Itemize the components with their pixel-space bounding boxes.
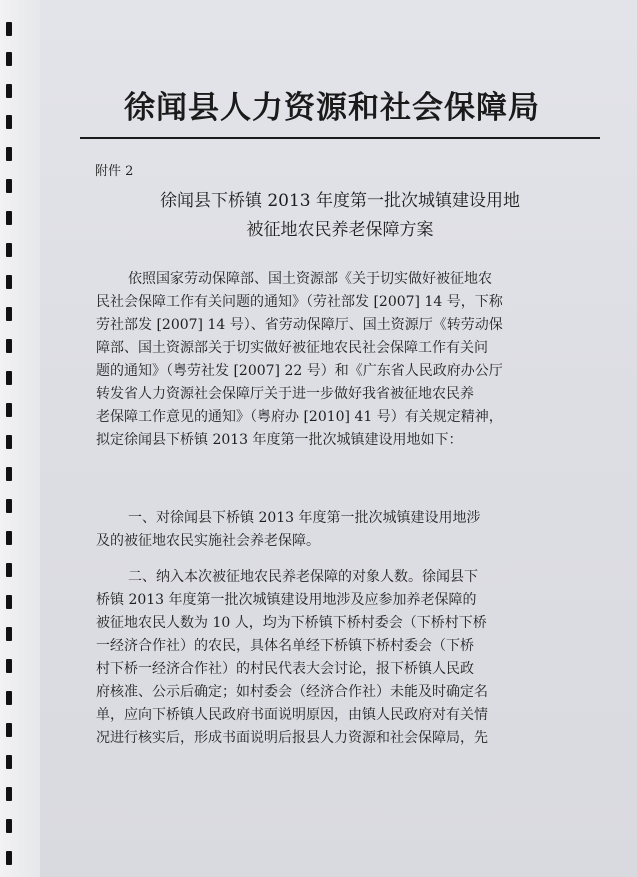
binding-hole: [6, 659, 12, 673]
binding-hole: [6, 563, 12, 577]
binding-hole: [6, 84, 12, 98]
paragraph-item-1: [96, 507, 596, 553]
binding-hole: [6, 723, 12, 737]
paragraph-item-2: [96, 566, 596, 750]
binding-hole: [6, 52, 12, 66]
attachment-label: 附件 2: [95, 164, 134, 179]
paragraph-line: 转发省人力资源社会保障厅关于进一步做好我省被征地农民养: [96, 386, 474, 402]
paragraph-line: 障部、国土资源部关于切实做好被征地农民社会保障工作有关问: [96, 340, 488, 356]
binding-hole: [6, 595, 12, 609]
paragraph-line: 府核准、公示后确定；如村委会（经济合作社）未能及时确定名: [96, 684, 488, 700]
document-title-line-2: 被征地农民养老保障方案: [246, 220, 434, 240]
binding-hole: [6, 627, 12, 641]
binding-hole: [6, 819, 12, 833]
paragraph-line: 拟定徐闻县下桥镇 2013 年度第一批次城镇建设用地如下：: [96, 432, 463, 448]
spiral-binding-strip: [0, 0, 40, 877]
paragraph-line: 一经济合作社）的农民，具体名单经下桥镇下桥村委会（下桥: [96, 638, 474, 654]
paragraph-line: 况进行核实后，形成书面说明后报县人力资源和社会保障局，先: [96, 730, 488, 746]
binding-hole: [6, 307, 12, 321]
binding-hole: [6, 435, 12, 449]
binding-hole: [6, 755, 12, 769]
binding-hole: [6, 787, 12, 801]
binding-hole: [6, 243, 12, 257]
binding-hole: [6, 851, 12, 865]
binding-hole: [6, 211, 12, 225]
binding-hole: [6, 147, 12, 161]
paragraph-line: 及的被征地农民实施社会养老保障。: [96, 533, 320, 549]
letterhead-title: 徐闻县人力资源和社会保障局: [124, 90, 540, 126]
paragraph-line: 桥镇 2013 年度第一批次城镇建设用地涉及应参加养老保障的: [96, 592, 477, 608]
binding-hole: [6, 115, 12, 129]
paragraph-line: 题的通知》（粤劳社发 [2007] 22 号）和《广东省人民政府办公厅: [96, 363, 503, 379]
paragraph-line: 被征地农民人数为 10 人，均为下桥镇下桥村委会（下桥村下桥: [96, 615, 487, 631]
paragraph-line: 一、对徐闻县下桥镇 2013 年度第一批次城镇建设用地涉: [128, 510, 481, 526]
paragraph-line: 民社会保障工作有关问题的通知》（劳社部发 [2007] 14 号，下称: [96, 294, 503, 310]
binding-hole: [6, 339, 12, 353]
document-title-line-1: 徐闻县下桥镇 2013 年度第一批次城镇建设用地: [159, 191, 521, 211]
binding-hole: [6, 499, 12, 513]
binding-hole: [6, 403, 12, 417]
paragraph-line: 劳社部发 [2007] 14 号）、省劳动保障厅、国土资源厅《转劳动保: [96, 317, 503, 333]
binding-hole: [6, 22, 12, 36]
binding-hole: [6, 179, 12, 193]
binding-hole: [6, 691, 12, 705]
binding-hole: [6, 467, 12, 481]
binding-hole: [6, 531, 12, 545]
paragraph-line: 二、纳入本次被征地农民养老保障的对象人数。徐闻县下: [128, 569, 478, 585]
paragraph-basis: [96, 268, 596, 452]
binding-hole: [6, 275, 12, 289]
binding-hole: [6, 371, 12, 385]
paragraph-line: 老保障工作意见的通知》（粤府办 [2010] 41 号）有关规定精神，: [96, 409, 503, 425]
paragraph-line: 单，应向下桥镇人民政府书面说明原因，由镇人民政府对有关情: [96, 707, 488, 723]
paragraph-line: 村下桥一经济合作社）的村民代表大会讨论，报下桥镇人民政: [96, 661, 474, 677]
letterhead-rule: [80, 137, 600, 139]
paragraph-line: 依照国家劳动保障部、国土资源部《关于切实做好被征地农: [128, 271, 492, 287]
